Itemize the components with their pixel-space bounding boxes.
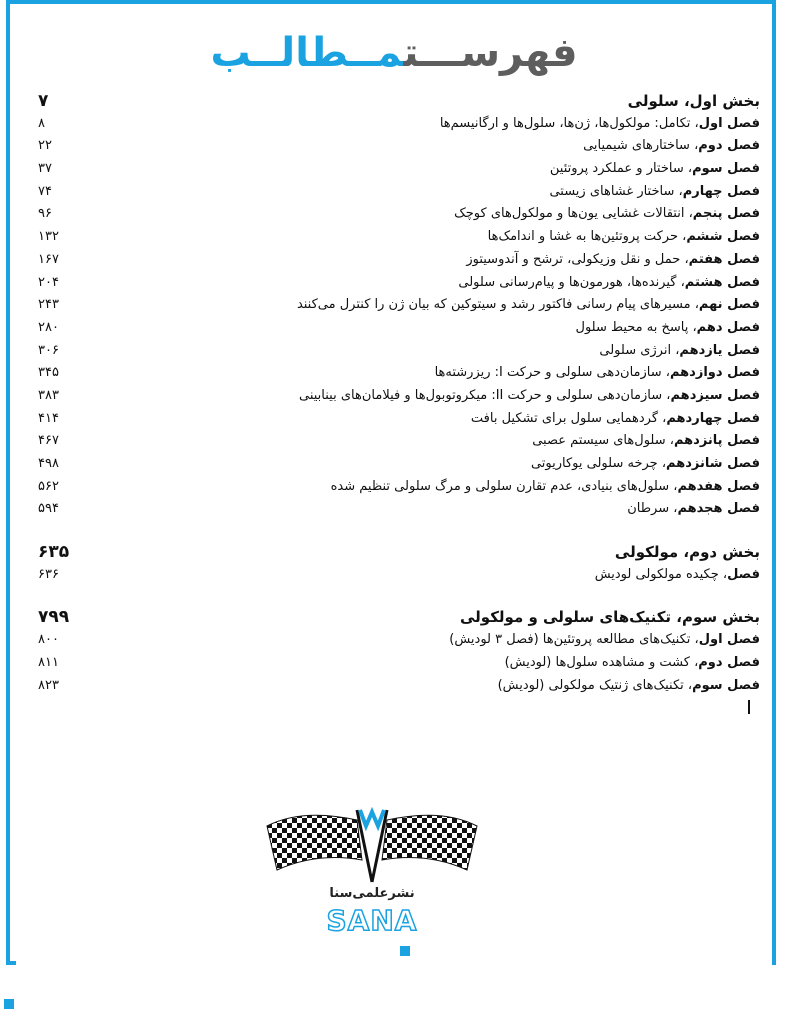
chapter-label: فصل دوم: [698, 138, 760, 154]
chapter-label: فصل هفدهم: [677, 478, 760, 494]
chapter-label: فصل اول: [698, 632, 760, 648]
chapter-row: [38, 113, 760, 136]
chapter-page: ۷۴: [38, 183, 52, 199]
chapter-row: [38, 226, 760, 249]
chapter-separator: ،: [669, 478, 678, 494]
chapter-separator: ،: [690, 632, 699, 648]
chapter-entry: [627, 498, 760, 521]
chapter-label: فصل هفتم: [688, 251, 760, 267]
chapter-row: [38, 453, 760, 476]
chapter-title: حمل و نقل وزیکولی، ترشح و آندوسیتوز: [466, 251, 681, 267]
chapter-label: فصل: [727, 566, 760, 582]
chapter-label: فصل اول: [698, 115, 760, 131]
chapter-entry: [532, 430, 760, 453]
chapter-page: ۳۰۶: [38, 342, 59, 358]
table-of-contents: [38, 90, 760, 697]
chapter-entry: [466, 249, 760, 272]
chapter-label: فصل سوم: [692, 161, 760, 177]
part-heading: [38, 606, 760, 629]
chapter-page: ۵۹۴: [38, 501, 59, 517]
chapter-separator: ،: [662, 387, 671, 403]
chapter-label: فصل شانزدهم: [666, 456, 760, 471]
chapter-title: تکامل: مولکول‌ها، ژن‌ها، سلول‌ها و ارگانیسم‌ها: [439, 115, 691, 131]
chapter-separator: ،: [678, 229, 687, 245]
part-heading: [38, 541, 760, 564]
chapter-separator: ،: [683, 161, 693, 177]
part-heading: [38, 90, 760, 113]
chapter-separator: ،: [683, 677, 693, 693]
chapter-page: ۳۸۳: [38, 387, 59, 403]
chapter-entry: [435, 362, 760, 385]
chapter-separator: ،: [661, 365, 670, 381]
chapter-title: سلول‌های سیستم عصبی: [532, 433, 666, 449]
chapter-title: سرطان: [627, 501, 670, 517]
chapter-label: فصل سوم: [692, 677, 760, 693]
chapter-entry: [331, 476, 760, 499]
chapter-entry: [599, 340, 760, 363]
chapter-page: ۳۷: [38, 161, 52, 177]
chapter-title: سازمان‌دهی سلولی و حرکت II: میکروتوبول‌ها و فیلامان‌های بینابینی: [299, 387, 663, 403]
chapter-page: ۴۶۷: [38, 433, 59, 449]
chapter-page: ۹۶: [38, 206, 52, 222]
chapter-row: [38, 629, 760, 652]
publisher-logo: [262, 798, 482, 958]
chapter-separator: ،: [688, 319, 697, 335]
chapter-page: ۴۱۴: [38, 410, 59, 426]
chapter-separator: ،: [690, 115, 699, 131]
chapter-separator: ،: [665, 433, 674, 449]
part-title: بخش دوم، مولکولی: [614, 543, 760, 562]
part-page: ۷۹۹: [38, 607, 70, 628]
chapter-page: ۲۲: [38, 138, 52, 154]
chapter-label: فصل ششم: [686, 229, 760, 245]
chapter-label: فصل چهاردهم: [666, 410, 760, 426]
chapter-entry: [454, 203, 760, 226]
section-gap: [38, 521, 760, 541]
chapter-row: [38, 203, 760, 226]
chapter-title: ساختار غشاهای زیستی: [549, 183, 675, 199]
chapter-separator: ،: [658, 410, 667, 426]
publisher-wordmark: SANA: [326, 904, 418, 937]
chapter-separator: ،: [669, 501, 678, 517]
checkered-flags-icon: [262, 798, 482, 888]
chapter-title: چرخه سلولی یوکاریوتی: [530, 456, 658, 471]
chapter-entry: [297, 294, 760, 317]
chapter-separator: ،: [674, 183, 683, 199]
chapter-label: فصل نهم: [698, 297, 760, 313]
chapter-title: پاسخ به محیط سلول: [575, 319, 689, 335]
chapter-title: انرژی سلولی: [599, 342, 672, 358]
chapter-label: فصل هجدهم: [677, 501, 760, 517]
chapter-entry: [458, 272, 760, 295]
chapter-separator: ،: [689, 654, 699, 670]
chapter-row: [38, 385, 760, 408]
chapter-row: [38, 652, 760, 675]
chapter-title: ساختارهای شیمیایی: [583, 138, 690, 154]
chapter-page: ۴۹۸: [38, 456, 59, 471]
chapter-title: گیرنده‌ها، هورمون‌ها و پیام‌رسانی سلولی: [458, 274, 677, 290]
chapter-entry: [549, 181, 760, 204]
chapter-separator: ،: [657, 456, 667, 471]
chapter-label: فصل یازدهم: [679, 342, 760, 358]
chapter-page: ۵۶۲: [38, 478, 59, 494]
chapter-title: سازمان‌دهی سلولی و حرکت I: ریزرشته‌ها: [434, 365, 662, 381]
chapter-title: کشت و مشاهده سلول‌ها (لودیش): [504, 654, 690, 670]
chapter-label: فصل پانزدهم: [673, 433, 760, 449]
chapter-separator: ،: [676, 274, 685, 290]
chapter-page: ۳۴۵: [38, 365, 59, 381]
chapter-row: [38, 158, 760, 181]
frame-foot: [6, 961, 16, 965]
chapter-row: [38, 181, 760, 204]
chapter-title: مسیرهای پیام رسانی فاکتور رشد و سیتوکین که بیان ژن را کنترل می‌کنند: [296, 297, 691, 313]
chapter-label: فصل دهم: [696, 319, 760, 335]
chapter-separator: ،: [690, 297, 699, 313]
chapter-entry: [299, 385, 760, 408]
chapter-page: ۸۲۳: [38, 677, 59, 693]
chapter-title: تکنیک‌های مطالعه پروتئین‌ها (فصل ۳ لودیش): [449, 632, 691, 648]
chapter-label: فصل سیزدهم: [670, 387, 760, 403]
chapter-page: ۸۰۰: [38, 632, 59, 648]
chapter-page: ۱۳۲: [38, 229, 59, 245]
chapter-row: [38, 340, 760, 363]
page-title: [0, 30, 788, 76]
chapter-title: ساختار و عملکرد پروتئین: [549, 161, 684, 177]
chapter-page: ۲۸۰: [38, 319, 59, 335]
section-gap: [38, 586, 760, 606]
part-page: ۶۳۵: [38, 542, 70, 563]
chapter-row: [38, 476, 760, 499]
chapter-page: ۶۳۶: [38, 566, 59, 582]
chapter-separator: ،: [680, 251, 689, 267]
chapter-entry: [583, 135, 760, 158]
chapter-label: فصل هشتم: [684, 274, 760, 290]
chapter-row: [38, 675, 760, 698]
chapter-page: ۲۰۴: [38, 274, 59, 290]
chapter-page: ۱۶۷: [38, 251, 59, 267]
chapter-entry: [449, 629, 760, 652]
chapter-entry: [550, 158, 760, 181]
chapter-title: چکیده مولکولی لودیش: [594, 566, 719, 582]
part-title: بخش سوم، تکنیک‌های سلولی و مولکولی: [459, 608, 760, 627]
chapter-label: فصل چهارم: [682, 183, 760, 199]
part-title: بخش اول، سلولی: [627, 92, 760, 110]
chapter-entry: [595, 564, 760, 587]
chapter-entry: [488, 226, 760, 249]
chapter-entry: [498, 675, 760, 698]
chapter-row: [38, 498, 760, 521]
chapter-entry: [471, 408, 760, 431]
publisher-name: نشرعلمی‌سنا: [329, 886, 415, 901]
chapter-row: [38, 430, 760, 453]
chapter-page: ۸: [38, 115, 45, 131]
chapter-row: [38, 272, 760, 295]
chapter-row: [38, 408, 760, 431]
chapter-entry: [576, 317, 761, 340]
chapter-row: [38, 564, 760, 587]
chapter-title: انتقالات غشایی یون‌ها و مولکول‌های کوچک: [454, 206, 685, 222]
chapter-row: [38, 135, 760, 158]
chapter-separator: ،: [684, 206, 693, 222]
chapter-title: سلول‌های بنیادی، عدم تقارن سلولی و مرگ سلولی تنظیم شده: [330, 478, 670, 494]
chapter-label: فصل پنجم: [692, 206, 760, 222]
part-page: ۷: [38, 91, 49, 111]
chapter-title: تکنیک‌های ژنتیک مولکولی (لودیش): [497, 677, 684, 693]
chapter-entry: [440, 113, 760, 136]
logo-square: [400, 946, 410, 956]
chapter-row: [38, 249, 760, 272]
column-end-mark: [748, 700, 750, 714]
title-part2: مــطالــب: [210, 30, 404, 76]
chapter-row: [38, 294, 760, 317]
chapter-title: گردهمایی سلول برای تشکیل بافت: [470, 410, 659, 426]
chapter-entry: [505, 652, 760, 675]
chapter-separator: ،: [718, 566, 728, 582]
corner-square: [4, 999, 14, 1009]
chapter-entry: [531, 453, 760, 476]
chapter-page: ۸۱۱: [38, 654, 59, 670]
chapter-page: ۲۴۳: [38, 297, 59, 313]
chapter-label: فصل دوم: [698, 654, 760, 670]
chapter-row: [38, 362, 760, 385]
chapter-row: [38, 317, 760, 340]
chapter-separator: ،: [689, 138, 699, 154]
chapter-label: فصل دوازدهم: [669, 365, 760, 381]
chapter-title: حرکت پروتئین‌ها به غشا و اندامک‌ها: [487, 229, 678, 245]
title-part1: فهرســـت: [403, 30, 578, 76]
chapter-separator: ،: [671, 342, 680, 358]
